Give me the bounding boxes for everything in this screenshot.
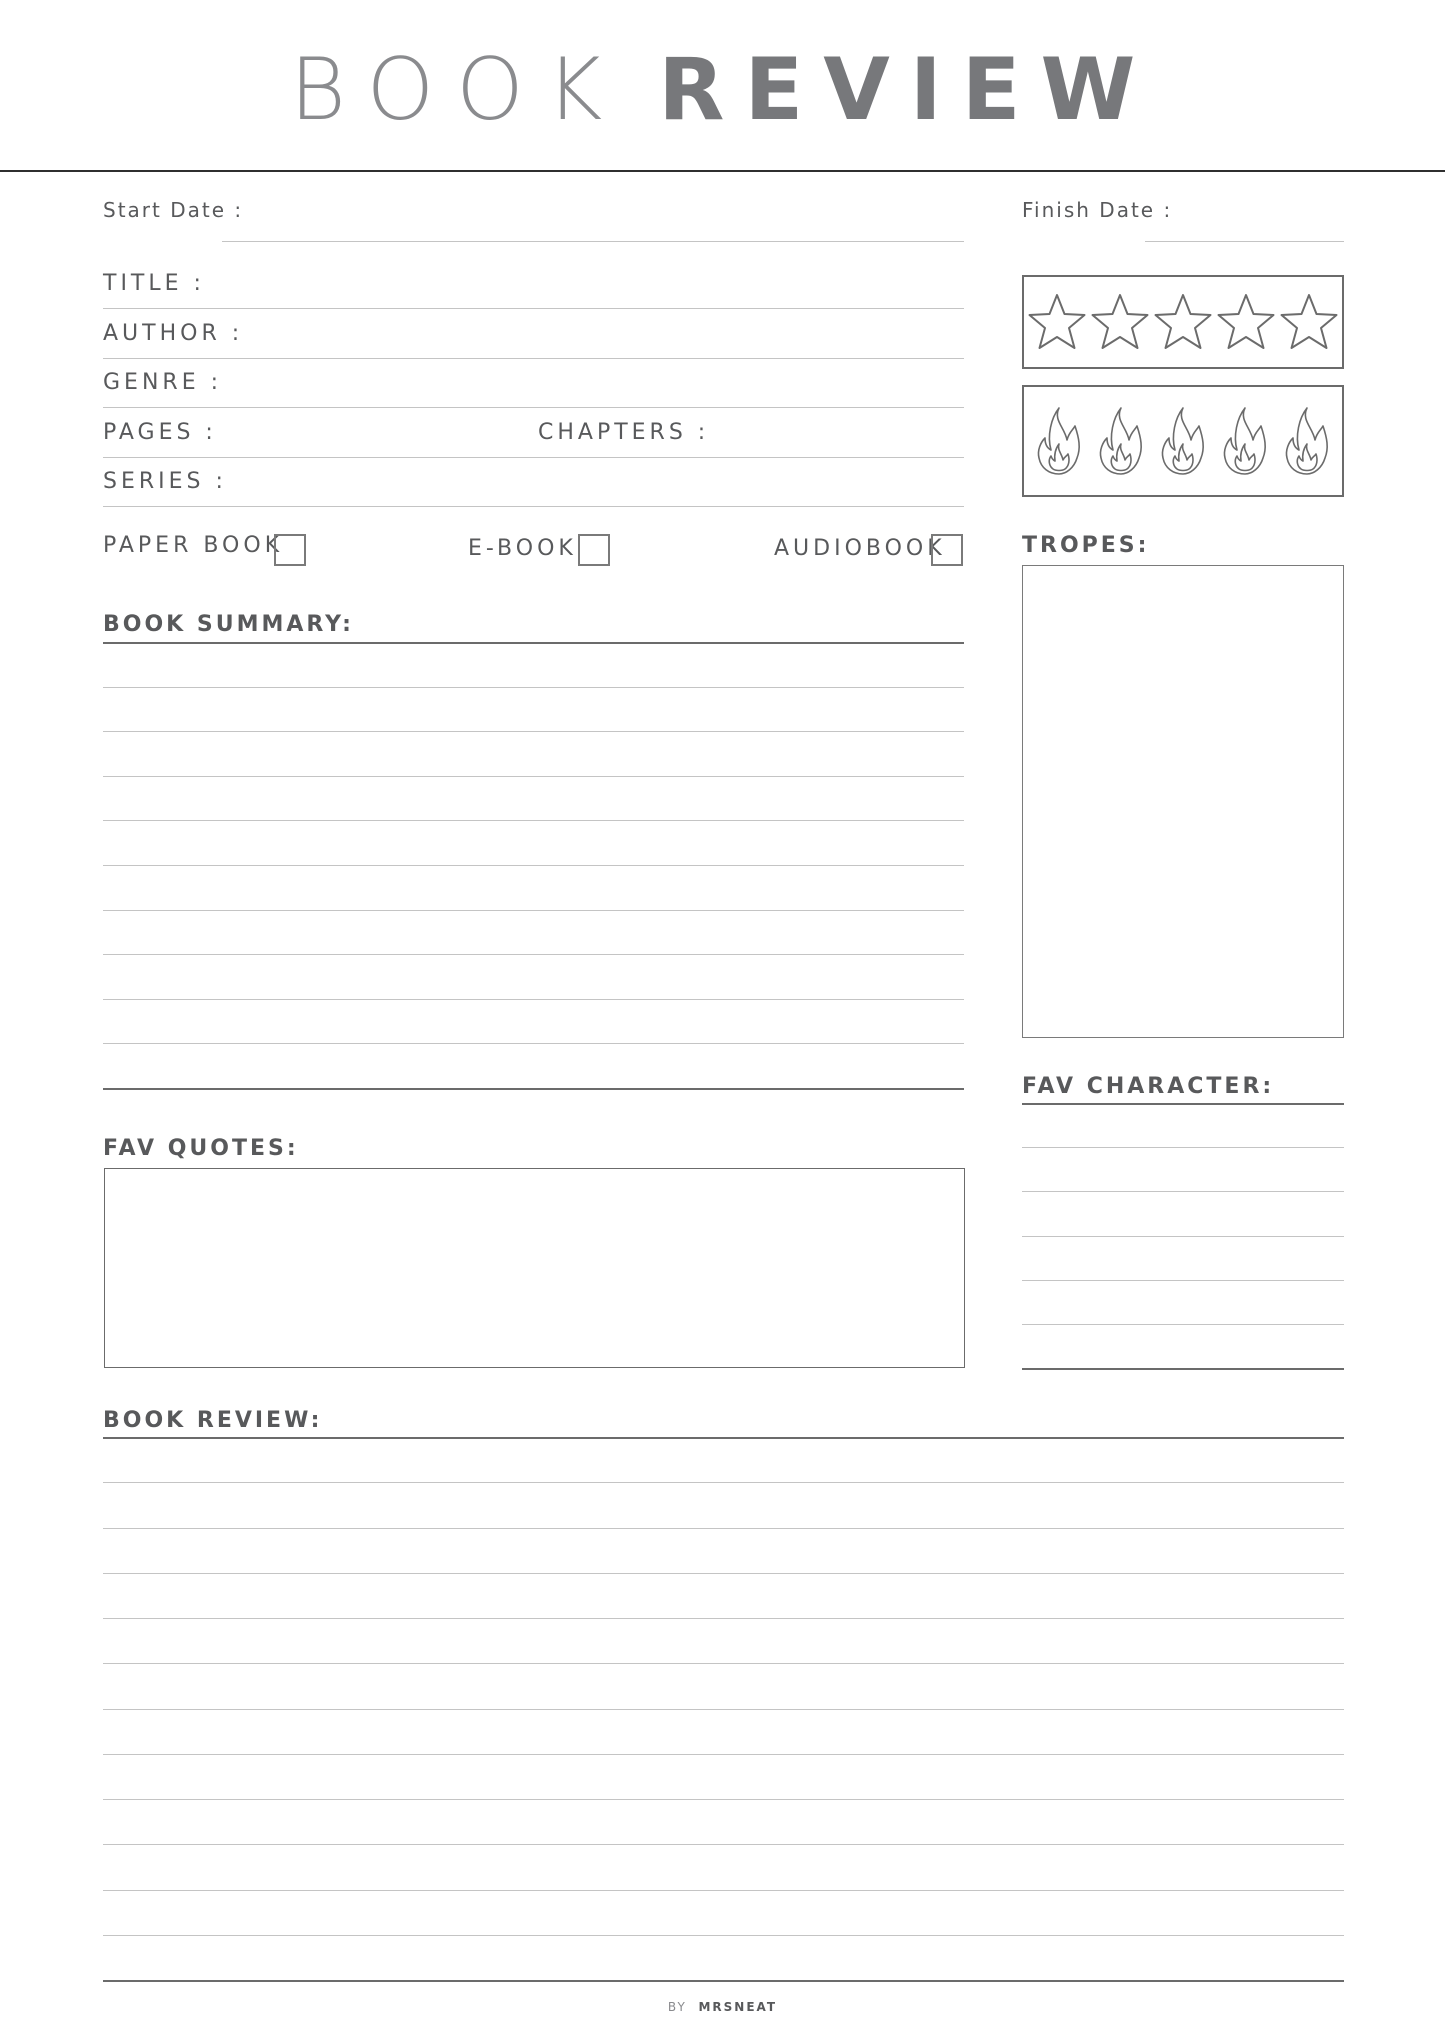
pages-label: PAGES : bbox=[103, 420, 217, 445]
star-icon[interactable] bbox=[1153, 292, 1213, 352]
series-line[interactable] bbox=[103, 506, 964, 507]
fav-character-heading: FAV CHARACTER: bbox=[1022, 1074, 1275, 1099]
ruled-line[interactable] bbox=[103, 1709, 1344, 1710]
review-lines[interactable] bbox=[103, 1437, 1344, 1980]
genre-label: GENRE : bbox=[103, 370, 222, 395]
ruled-line[interactable] bbox=[103, 910, 964, 911]
footer-by: BY bbox=[667, 2000, 687, 2014]
ruled-line[interactable] bbox=[103, 865, 964, 866]
finish-date-line[interactable] bbox=[1145, 241, 1344, 242]
title-label: TITLE : bbox=[103, 271, 205, 296]
flame-icon[interactable] bbox=[1281, 395, 1333, 487]
ruled-line[interactable] bbox=[103, 1799, 1344, 1800]
paper-book-checkbox[interactable] bbox=[274, 534, 306, 566]
title-line[interactable] bbox=[103, 308, 964, 309]
ruled-line[interactable] bbox=[103, 776, 964, 777]
footer-brand: MRSNEAT bbox=[698, 2000, 778, 2014]
ruled-line[interactable] bbox=[1022, 1147, 1344, 1148]
tropes-heading: TROPES: bbox=[1022, 533, 1150, 558]
author-label: AUTHOR : bbox=[103, 321, 244, 346]
fav-character-lines[interactable] bbox=[1022, 1103, 1344, 1368]
fav-quotes-heading: FAV QUOTES: bbox=[103, 1136, 299, 1161]
genre-line[interactable] bbox=[103, 407, 964, 408]
ruled-line[interactable] bbox=[103, 1528, 1344, 1529]
start-date-line[interactable] bbox=[222, 241, 964, 242]
ruled-line[interactable] bbox=[1022, 1191, 1344, 1192]
finish-date-label: Finish Date : bbox=[1022, 198, 1173, 222]
ruled-line[interactable] bbox=[103, 1754, 1344, 1755]
ebook-checkbox[interactable] bbox=[578, 534, 610, 566]
header-divider bbox=[0, 170, 1445, 172]
page-title bbox=[0, 40, 1445, 140]
ruled-line[interactable] bbox=[103, 687, 964, 688]
fav-quotes-box[interactable] bbox=[104, 1168, 965, 1368]
ruled-line[interactable] bbox=[103, 999, 964, 1000]
ruled-line[interactable] bbox=[1022, 1236, 1344, 1237]
ruled-line[interactable] bbox=[1022, 1324, 1344, 1325]
star-icon[interactable] bbox=[1216, 292, 1276, 352]
audiobook-checkbox[interactable] bbox=[931, 534, 963, 566]
ruled-line[interactable] bbox=[103, 1618, 1344, 1619]
start-date-label: Start Date : bbox=[103, 198, 244, 222]
spice-rating-box bbox=[1022, 385, 1344, 497]
title-bold: REVIEW bbox=[658, 40, 1156, 140]
footer-credit bbox=[0, 2000, 1445, 2014]
ruled-line[interactable] bbox=[103, 1573, 1344, 1574]
star-icon[interactable] bbox=[1027, 292, 1087, 352]
ruled-line[interactable] bbox=[103, 1980, 1344, 1982]
ruled-line[interactable] bbox=[103, 954, 964, 955]
paper-book-label: PAPER BOOK bbox=[103, 533, 284, 558]
ruled-line[interactable] bbox=[103, 1088, 964, 1090]
ruled-line[interactable] bbox=[103, 1890, 1344, 1891]
chapters-label: CHAPTERS : bbox=[538, 420, 710, 445]
ruled-line[interactable] bbox=[103, 731, 964, 732]
star-icon[interactable] bbox=[1279, 292, 1339, 352]
pages-line[interactable] bbox=[103, 457, 964, 458]
ruled-line[interactable] bbox=[103, 1663, 1344, 1664]
star-rating[interactable] bbox=[1024, 277, 1342, 367]
ruled-line[interactable] bbox=[103, 1482, 1344, 1483]
audiobook-label: AUDIOBOOK bbox=[774, 536, 946, 561]
ruled-line[interactable] bbox=[103, 1043, 964, 1044]
ruled-line[interactable] bbox=[1022, 1280, 1344, 1281]
flame-icon[interactable] bbox=[1033, 395, 1085, 487]
star-icon[interactable] bbox=[1090, 292, 1150, 352]
ruled-line[interactable] bbox=[103, 1935, 1344, 1936]
series-label: SERIES : bbox=[103, 469, 227, 494]
flame-icon[interactable] bbox=[1095, 395, 1147, 487]
star-rating-box bbox=[1022, 275, 1344, 369]
ruled-line[interactable] bbox=[1022, 1368, 1344, 1370]
flame-icon[interactable] bbox=[1157, 395, 1209, 487]
spice-rating[interactable] bbox=[1024, 387, 1342, 495]
ruled-line[interactable] bbox=[103, 1844, 1344, 1845]
summary-lines[interactable] bbox=[103, 642, 964, 1088]
title-light: BOOK bbox=[289, 40, 625, 140]
review-heading: BOOK REVIEW: bbox=[103, 1408, 323, 1433]
ruled-line[interactable] bbox=[103, 820, 964, 821]
flame-icon[interactable] bbox=[1219, 395, 1271, 487]
ebook-label: E-BOOK bbox=[468, 536, 577, 561]
summary-heading: BOOK SUMMARY: bbox=[103, 612, 354, 637]
tropes-box[interactable] bbox=[1022, 565, 1344, 1038]
author-line[interactable] bbox=[103, 358, 964, 359]
